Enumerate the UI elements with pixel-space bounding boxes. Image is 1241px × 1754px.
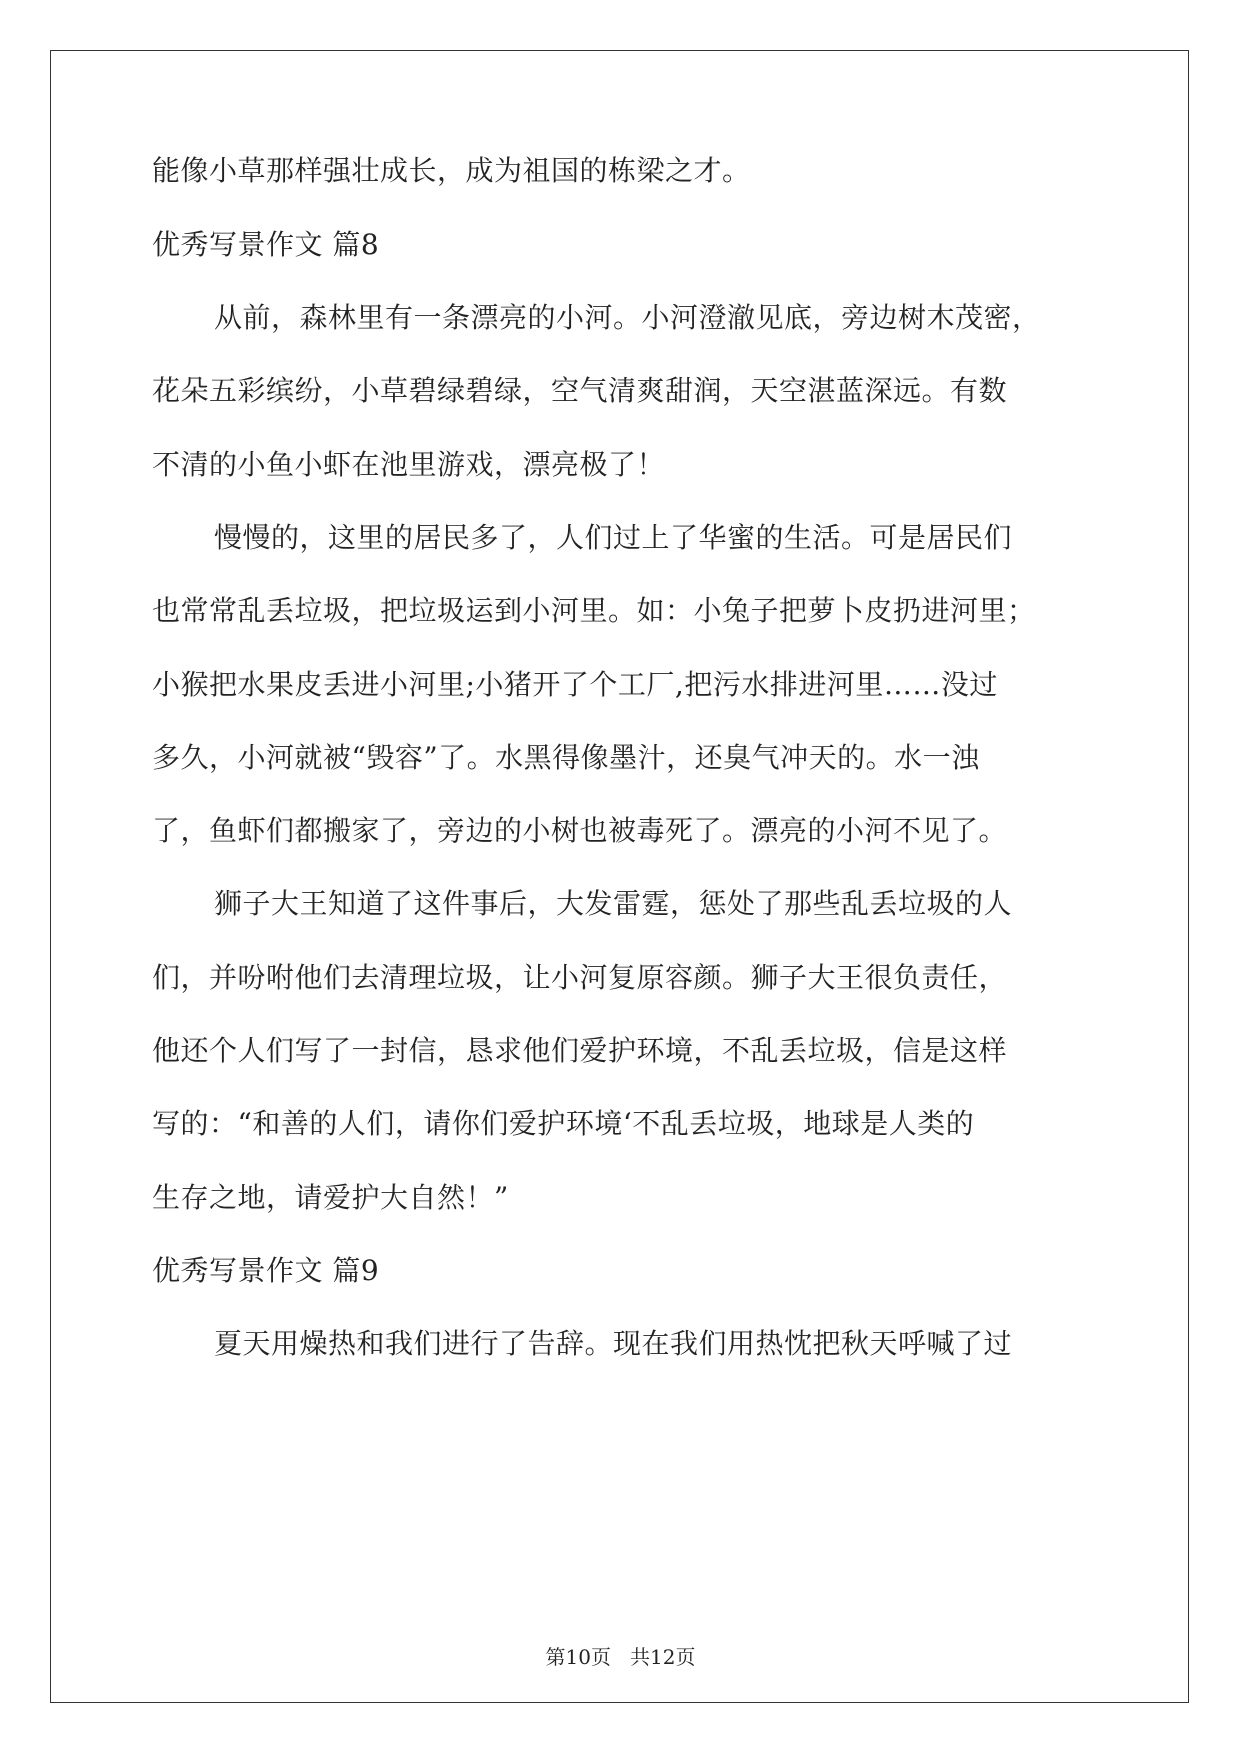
paragraph-first-line: 狮子大王知道了这件事后，大发雷霆，惩处了那些乱丢垃圾的人 — [214, 887, 1013, 920]
paragraph-first-line: 从前，森林里有一条漂亮的小河。小河澄澈见底，旁边树木茂密， — [214, 301, 1041, 334]
body-line: 生存之地，请爱护大自然！” — [152, 1181, 509, 1214]
body-line: 小猴把水果皮丢进小河里;小猪开了个工厂,把污水排进河里……没过 — [152, 668, 998, 701]
page-footer — [0, 1642, 1241, 1672]
body-line: 多久，小河就被“毁容”了。水黑得像墨汁，还臭气冲天的。水一浊 — [152, 741, 980, 774]
current-page-number: 第10页 — [545, 1645, 611, 1669]
body-line: 不清的小鱼小虾在池里游戏，漂亮极了！ — [152, 448, 666, 481]
section-heading: 优秀写景作文 篇8 — [152, 228, 380, 261]
section-heading: 优秀写景作文 篇9 — [152, 1254, 380, 1287]
body-line: 花朵五彩缤纷，小草碧绿碧绿，空气清爽甜润，天空湛蓝深远。有数 — [152, 374, 1008, 407]
paragraph-first-line: 慢慢的，这里的居民多了，人们过上了华蜜的生活。可是居民们 — [214, 521, 1013, 554]
body-line: 也常常乱丢垃圾，把垃圾运到小河里。如：小兔子把萝卜皮扔进河里； — [152, 594, 1036, 627]
total-pages: 共12页 — [630, 1645, 696, 1669]
body-line: 写的：“和善的人们，请你们爱护环境‘不乱丢垃圾，地球是人类的 — [152, 1107, 975, 1140]
body-line: 们，并吩咐他们去清理垃圾，让小河复原容颜。狮子大王很负责任， — [152, 961, 1008, 994]
body-line: 了，鱼虾们都搬家了，旁边的小树也被毒死了。漂亮的小河不见了。 — [152, 814, 1008, 847]
body-line: 能像小草那样强壮成长，成为祖国的栋梁之才。 — [152, 154, 751, 187]
body-line: 他还个人们写了一封信，恳求他们爱护环境，不乱丢垃圾，信是这样 — [152, 1034, 1008, 1067]
paragraph-first-line: 夏天用燥热和我们进行了告辞。现在我们用热忱把秋天呼喊了过 — [214, 1327, 1013, 1360]
